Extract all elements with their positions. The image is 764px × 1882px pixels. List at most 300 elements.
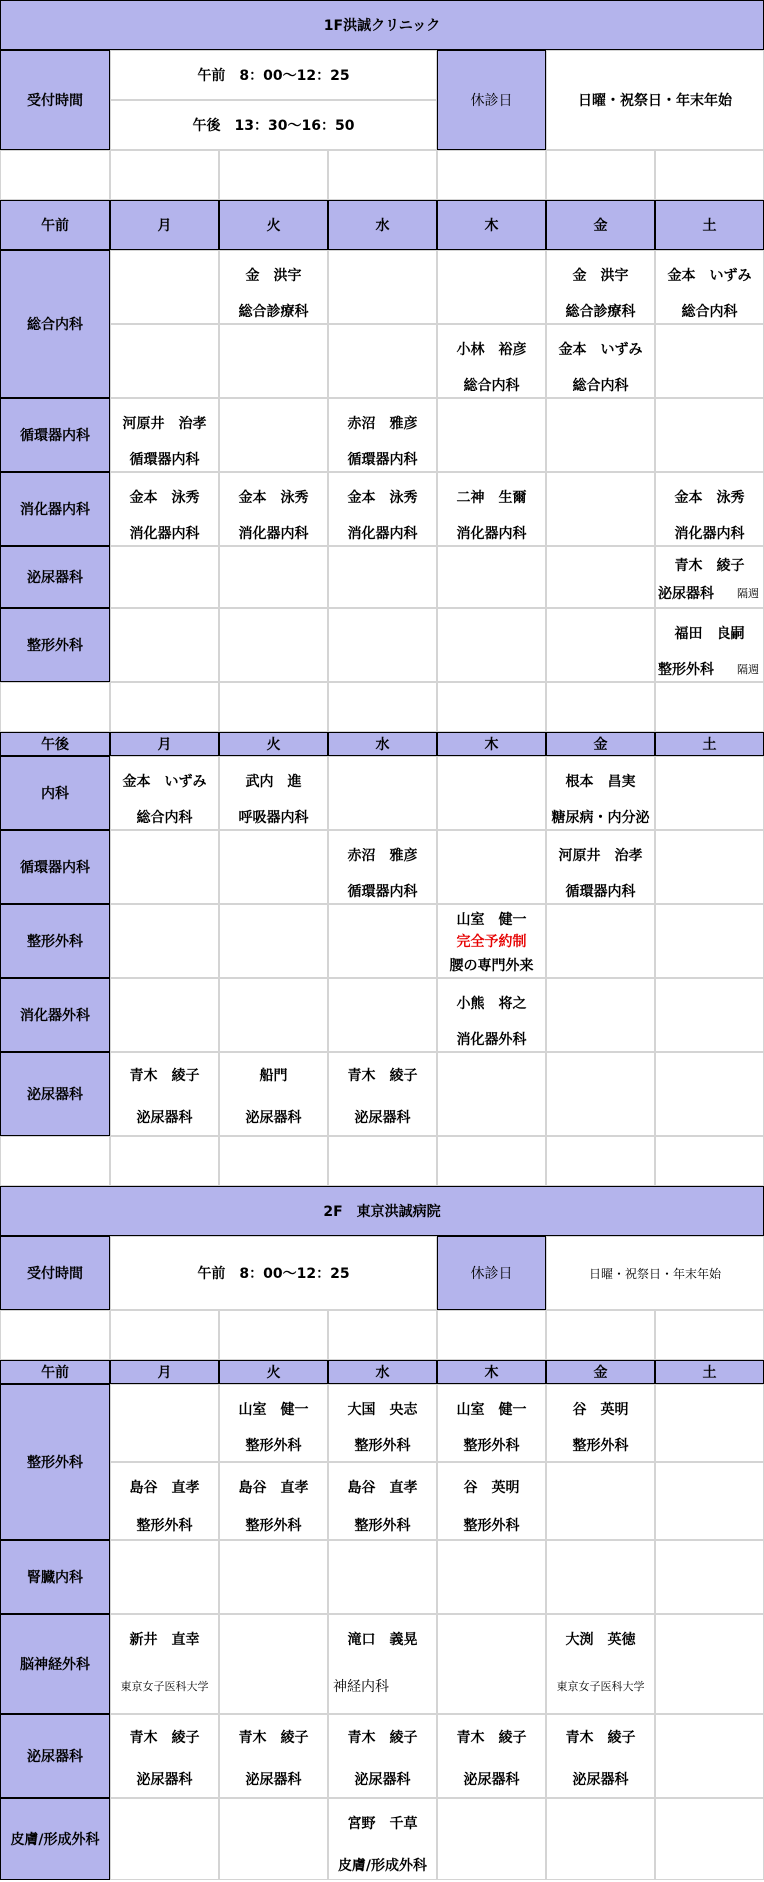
am1f-gastro-slot <box>546 472 655 546</box>
am1f-ortho-slot <box>655 608 764 682</box>
doctor-specialty: 泌尿器科 <box>136 1110 193 1126</box>
doctor-name: 金本 いずみ <box>558 342 643 358</box>
am1f-dayrow-day-1 <box>219 200 328 250</box>
closed-label: 休診日 <box>470 1266 513 1282</box>
am1f-ortho-slot <box>110 608 219 682</box>
am1f-uro-slot <box>546 546 655 608</box>
pm1f-internal-label: 内科 <box>41 786 69 802</box>
am2f-kidney-slot <box>219 1540 328 1614</box>
pm1f-uro-slot <box>110 1052 219 1136</box>
am2f-neuro-label: 脳神経外科 <box>20 1657 90 1673</box>
pm1f-internal-slot <box>655 756 764 830</box>
am1f-uro-slot <box>328 546 437 608</box>
am1f-cardio-slot <box>437 398 546 472</box>
closed-days: 日曜・祝祭日・年末年始 <box>588 1267 721 1281</box>
doctor-name: 金 洪宇 <box>572 268 629 284</box>
am2f-uro-label-cell <box>0 1714 110 1798</box>
am1f-uro-slot <box>655 546 764 608</box>
doctor-specialty: 循環器内科 <box>347 452 418 468</box>
closed-label: 休診日 <box>470 93 513 109</box>
pm1f-dayrow-day-1 <box>219 732 328 756</box>
am2f-uro-slot <box>655 1714 764 1798</box>
doctor-name: 武内 進 <box>245 774 302 790</box>
doctor-name: 赤沼 雅彦 <box>347 416 418 432</box>
am2f-dayrow-head <box>0 1360 110 1384</box>
doctor-specialty: 消化器内科 <box>238 526 309 542</box>
day-label: 金 <box>593 218 608 234</box>
doctor-specialty: 整形外科 <box>658 662 714 678</box>
doctor-name: 根本 昌実 <box>565 774 636 790</box>
am2f-derma-label-cell <box>0 1798 110 1880</box>
reception-am: 午前 8：00～12：25 <box>197 1266 350 1282</box>
am2f-kidney-slot <box>110 1540 219 1614</box>
am1f-general-slot <box>328 250 437 324</box>
am2f-uro-slot <box>328 1714 437 1798</box>
pm1f-internal-slot <box>546 756 655 830</box>
pm1f-gastro-surg-label: 消化器外科 <box>20 1008 90 1024</box>
am1f-cardio-label: 循環器内科 <box>20 428 90 444</box>
doctor-specialty: 消化器内科 <box>674 526 745 542</box>
doctor-name: 滝口 義晃 <box>347 1632 418 1648</box>
day-label: 水 <box>375 1365 390 1381</box>
am1f-dayrow-head <box>0 200 110 250</box>
doctor-name: 青木 綾子 <box>238 1730 309 1746</box>
doctor-specialty: 整形外科 <box>463 1438 520 1454</box>
doctor-specialty: 整形外科 <box>245 1518 302 1534</box>
doctor-specialty: 糖尿病・内分泌 <box>551 810 650 826</box>
doctor-name: 河原井 治孝 <box>122 416 207 432</box>
am2f-derma-slot <box>110 1798 219 1880</box>
doctor-name: 赤沼 雅彦 <box>347 848 418 864</box>
doctor-name: 山室 健一 <box>238 1402 309 1418</box>
pm1f-ortho-slot <box>110 904 219 978</box>
pm1f-internal-slot <box>328 756 437 830</box>
am2f-kidney-slot <box>437 1540 546 1614</box>
am1f-dayrow-day-2 <box>328 200 437 250</box>
doctor-name: 青木 綾子 <box>347 1068 418 1084</box>
reception-label: 受付時間 <box>27 1266 83 1282</box>
doctor-specialty: 総合診療科 <box>238 304 309 320</box>
am1f-general-slot <box>328 324 437 398</box>
doctor-name: 宮野 千草 <box>347 1816 418 1832</box>
doctor-specialty: 消化器内科 <box>456 526 527 542</box>
day-label: 金 <box>593 1365 608 1381</box>
am2f-neuro-slot <box>655 1614 764 1714</box>
pm1f-dayrow-label: 午後 <box>41 737 69 753</box>
pm1f-gastro-surg-slot <box>110 978 219 1052</box>
pm1f-uro-slot <box>546 1052 655 1136</box>
doctor-name: 船門 <box>259 1068 288 1084</box>
doctor-name: 金 洪宇 <box>245 268 302 284</box>
am2f-neuro-slot <box>437 1614 546 1714</box>
am2f-ortho-label-cell <box>0 1384 110 1540</box>
am2f-kidney-slot <box>328 1540 437 1614</box>
am2f-dayrow-day-3 <box>437 1360 546 1384</box>
spacer-3-c5 <box>546 1136 655 1186</box>
doctor-name: 青木 綾子 <box>129 1068 200 1084</box>
day-label: 水 <box>375 737 390 753</box>
am2f-dayrow-day-5 <box>655 1360 764 1384</box>
pm1f-internal-slot <box>219 756 328 830</box>
doctor-specialty: 泌尿器科 <box>463 1772 520 1788</box>
am2f-uro-slot <box>546 1714 655 1798</box>
pm1f-cardio-label-cell <box>0 830 110 904</box>
day-label: 金 <box>593 737 608 753</box>
doctor-name: 青木 綾子 <box>674 558 745 574</box>
doctor-affiliation: 東京女子医科大学 <box>556 1680 645 1693</box>
doctor-name: 福田 良嗣 <box>674 626 745 642</box>
am1f-general-slot <box>219 250 328 324</box>
pm1f-internal-label-cell <box>0 756 110 830</box>
am2f-ortho-label: 整形外科 <box>27 1455 83 1471</box>
spacer-3-c3 <box>328 1136 437 1186</box>
am2f-ortho-slot <box>110 1384 219 1462</box>
spacer-3-c4 <box>437 1136 546 1186</box>
am1f-general-slot <box>546 324 655 398</box>
doctor-specialty: 皮膚/形成外科 <box>337 1858 428 1874</box>
pm1f-cardio-slot <box>546 830 655 904</box>
doctor-specialty: 消化器内科 <box>347 526 418 542</box>
spacer-1-c6 <box>655 150 764 200</box>
pm1f-ortho-slot <box>546 904 655 978</box>
doctor-name: 金本 泳秀 <box>674 490 745 506</box>
am2f-ortho-slot <box>110 1462 219 1540</box>
am1f-general-slot <box>110 250 219 324</box>
am1f-general-slot <box>437 324 546 398</box>
doctor-specialty: 循環器内科 <box>565 884 636 900</box>
am1f-ortho-slot <box>219 608 328 682</box>
am1f-gastro-slot <box>437 472 546 546</box>
doctor-affiliation: 東京女子医科大学 <box>120 1680 209 1693</box>
am1f-gastro-slot <box>219 472 328 546</box>
reception2-label-cell <box>0 1236 110 1310</box>
closed2-label-cell <box>437 1236 546 1310</box>
am2f-uro-label: 泌尿器科 <box>27 1749 83 1765</box>
am2f-ortho-slot <box>655 1462 764 1540</box>
am1f-dayrow-label: 午前 <box>41 218 69 234</box>
biweekly-note: 隔週 <box>737 587 759 600</box>
reception2-am-cell <box>110 1236 437 1310</box>
reception-am: 午前 8：00～12：25 <box>197 68 350 84</box>
spacer-2-c4 <box>437 682 546 732</box>
am1f-cardio-slot <box>328 398 437 472</box>
closed2-days-cell <box>546 1236 764 1310</box>
am1f-ortho-label-cell <box>0 608 110 682</box>
pm1f-dayrow-day-2 <box>328 732 437 756</box>
closed-days: 日曜・祝祭日・年末年始 <box>578 93 732 109</box>
spacer-1-c5 <box>546 150 655 200</box>
doctor-name: 大渕 英徳 <box>565 1632 636 1648</box>
am2f-derma-slot <box>437 1798 546 1880</box>
doctor-name: 青木 綾子 <box>129 1730 200 1746</box>
spacer-1-c1 <box>110 150 219 200</box>
am2f-dayrow-day-4 <box>546 1360 655 1384</box>
am1f-gastro-slot <box>328 472 437 546</box>
am1f-general-slot <box>655 250 764 324</box>
am1f-ortho-slot <box>437 608 546 682</box>
spacer-4-c2 <box>219 1310 328 1360</box>
doctor-specialty: 泌尿器科 <box>572 1772 629 1788</box>
spacer-4-c1 <box>110 1310 219 1360</box>
closed-label-cell <box>437 50 546 150</box>
pm1f-gastro-surg-slot <box>219 978 328 1052</box>
am2f-dayrow-day-0 <box>110 1360 219 1384</box>
pm1f-cardio-slot <box>110 830 219 904</box>
doctor-specialty: 泌尿器科 <box>245 1772 302 1788</box>
pm1f-gastro-surg-label-cell <box>0 978 110 1052</box>
pm1f-ortho-label-cell <box>0 904 110 978</box>
pm1f-dayrow-head <box>0 732 110 756</box>
doctor-name: 山室 健一 <box>456 1402 527 1418</box>
pm1f-uro-slot <box>437 1052 546 1136</box>
am2f-ortho-slot <box>219 1462 328 1540</box>
doctor-name: 青木 綾子 <box>565 1730 636 1746</box>
pm1f-cardio-slot <box>328 830 437 904</box>
pm1f-ortho-slot <box>437 904 546 978</box>
doctor-specialty: 整形外科 <box>572 1438 629 1454</box>
am2f-ortho-slot <box>219 1384 328 1462</box>
spacer-4-c5 <box>546 1310 655 1360</box>
am2f-neuro-slot <box>546 1614 655 1714</box>
doctor-specialty: 腰の専門外来 <box>449 958 534 974</box>
am1f-dayrow-day-4 <box>546 200 655 250</box>
pm1f-ortho-slot <box>328 904 437 978</box>
doctor-name: 新井 直幸 <box>129 1632 200 1648</box>
pm1f-ortho-slot <box>655 904 764 978</box>
am2f-uro-slot <box>437 1714 546 1798</box>
am1f-general-slot <box>219 324 328 398</box>
hospital-2f-title-cell <box>0 1186 764 1236</box>
pm1f-uro-slot <box>219 1052 328 1136</box>
doctor-name: 青木 綾子 <box>456 1730 527 1746</box>
spacer-3-c2 <box>219 1136 328 1186</box>
reception-pm: 午後 13：30～16：50 <box>192 118 355 134</box>
doctor-name: 谷 英明 <box>572 1402 629 1418</box>
spacer-4-c0 <box>0 1310 110 1360</box>
doctor-specialty: 神経内科 <box>333 1679 389 1695</box>
day-label: 木 <box>484 737 499 753</box>
pm1f-uro-slot <box>328 1052 437 1136</box>
day-label: 木 <box>484 1365 499 1381</box>
am2f-neuro-slot <box>110 1614 219 1714</box>
am2f-neuro-slot <box>219 1614 328 1714</box>
am2f-ortho-slot <box>437 1384 546 1462</box>
doctor-specialty: 消化器内科 <box>129 526 200 542</box>
am2f-kidney-label-cell <box>0 1540 110 1614</box>
am2f-derma-slot <box>328 1798 437 1880</box>
am2f-dayrow-day-2 <box>328 1360 437 1384</box>
am1f-general-slot <box>546 250 655 324</box>
doctor-specialty: 整形外科 <box>463 1518 520 1534</box>
am1f-uro-label: 泌尿器科 <box>27 570 83 586</box>
reception-label-cell <box>0 50 110 150</box>
am1f-uro-slot <box>110 546 219 608</box>
pm1f-dayrow-day-0 <box>110 732 219 756</box>
am2f-kidney-slot <box>546 1540 655 1614</box>
doctor-name: 金本 いずみ <box>122 774 207 790</box>
spacer-1-c4 <box>437 150 546 200</box>
spacer-2-c6 <box>655 682 764 732</box>
closed-days-cell <box>546 50 764 150</box>
doctor-specialty: 総合内科 <box>136 810 193 826</box>
doctor-name: 二神 生爾 <box>456 490 527 506</box>
reservation-note: 完全予約制 <box>456 934 527 950</box>
am1f-dayrow-day-0 <box>110 200 219 250</box>
spacer-3-c1 <box>110 1136 219 1186</box>
spacer-1-c2 <box>219 150 328 200</box>
doctor-specialty: 総合内科 <box>572 378 629 394</box>
pm1f-uro-slot <box>655 1052 764 1136</box>
am1f-general-slot <box>110 324 219 398</box>
am1f-cardio-slot <box>219 398 328 472</box>
pm1f-internal-slot <box>110 756 219 830</box>
clinic-1f-title-cell <box>0 0 764 50</box>
spacer-2-c2 <box>219 682 328 732</box>
day-label: 月 <box>157 737 172 753</box>
pm1f-dayrow-day-5 <box>655 732 764 756</box>
doctor-specialty: 泌尿器科 <box>245 1110 302 1126</box>
doctor-specialty: 総合内科 <box>463 378 520 394</box>
doctor-name: 谷 英明 <box>463 1480 520 1496</box>
hospital-2f-title: 2F 東京洪誠病院 <box>323 1204 441 1220</box>
am2f-uro-slot <box>110 1714 219 1798</box>
pm1f-gastro-surg-slot <box>655 978 764 1052</box>
doctor-specialty: 整形外科 <box>136 1518 193 1534</box>
spacer-2-c1 <box>110 682 219 732</box>
doctor-name: 小林 裕彦 <box>456 342 527 358</box>
pm1f-internal-slot <box>437 756 546 830</box>
am2f-ortho-slot <box>546 1462 655 1540</box>
pm1f-cardio-slot <box>437 830 546 904</box>
doctor-specialty: 総合診療科 <box>565 304 636 320</box>
am1f-uro-slot <box>437 546 546 608</box>
am1f-gastro-label: 消化器内科 <box>20 502 90 518</box>
pm1f-cardio-slot <box>219 830 328 904</box>
pm1f-uro-label: 泌尿器科 <box>27 1087 83 1103</box>
day-label: 月 <box>157 218 172 234</box>
spacer-3-c0 <box>0 1136 110 1186</box>
am1f-general-slot <box>437 250 546 324</box>
doctor-name: 河原井 治孝 <box>558 848 643 864</box>
am2f-ortho-slot <box>546 1384 655 1462</box>
am2f-derma-label: 皮膚/形成外科 <box>10 1832 100 1848</box>
doctor-specialty: 泌尿器科 <box>354 1772 411 1788</box>
am1f-cardio-slot <box>110 398 219 472</box>
day-label: 木 <box>484 218 499 234</box>
day-label: 火 <box>266 218 281 234</box>
doctor-name: 金本 いずみ <box>667 268 752 284</box>
pm1f-dayrow-day-3 <box>437 732 546 756</box>
pm1f-ortho-slot <box>219 904 328 978</box>
day-label: 火 <box>266 1365 281 1381</box>
doctor-name: 小熊 将之 <box>456 996 527 1012</box>
doctor-specialty: 循環器内科 <box>129 452 200 468</box>
am1f-gastro-slot <box>110 472 219 546</box>
doctor-name: 青木 綾子 <box>347 1730 418 1746</box>
day-label: 火 <box>266 737 281 753</box>
spacer-2-c5 <box>546 682 655 732</box>
pm1f-cardio-slot <box>655 830 764 904</box>
am1f-cardio-slot <box>546 398 655 472</box>
spacer-4-c3 <box>328 1310 437 1360</box>
doctor-name: 島谷 直孝 <box>129 1480 200 1496</box>
doctor-specialty: 循環器内科 <box>347 884 418 900</box>
am1f-uro-slot <box>219 546 328 608</box>
spacer-1-c0 <box>0 150 110 200</box>
day-label: 水 <box>375 218 390 234</box>
am1f-general-label-cell <box>0 250 110 398</box>
am1f-ortho-label: 整形外科 <box>27 638 83 654</box>
pm1f-gastro-surg-slot <box>546 978 655 1052</box>
doctor-specialty: 総合内科 <box>681 304 738 320</box>
pm1f-dayrow-day-4 <box>546 732 655 756</box>
am1f-dayrow-day-5 <box>655 200 764 250</box>
pm1f-uro-label-cell <box>0 1052 110 1136</box>
reception-am-cell <box>110 50 437 100</box>
doctor-name: 山室 健一 <box>456 912 527 928</box>
doctor-specialty: 泌尿器科 <box>136 1772 193 1788</box>
am2f-neuro-slot <box>328 1614 437 1714</box>
pm1f-cardio-label: 循環器内科 <box>20 860 90 876</box>
doctor-specialty: 整形外科 <box>354 1438 411 1454</box>
reception-label: 受付時間 <box>27 93 83 109</box>
doctor-specialty: 消化器外科 <box>456 1032 527 1048</box>
reception-pm-cell <box>110 100 437 150</box>
am1f-cardio-slot <box>655 398 764 472</box>
day-label: 土 <box>702 1365 717 1381</box>
am2f-ortho-slot <box>655 1384 764 1462</box>
doctor-specialty: 泌尿器科 <box>658 586 714 602</box>
day-label: 土 <box>702 218 717 234</box>
biweekly-note: 隔週 <box>737 663 759 676</box>
am2f-dayrow-day-1 <box>219 1360 328 1384</box>
am2f-ortho-slot <box>328 1384 437 1462</box>
am1f-cardio-label-cell <box>0 398 110 472</box>
doctor-specialty: 泌尿器科 <box>354 1110 411 1126</box>
clinic-1f-title: 1F洪誠クリニック <box>323 18 441 34</box>
spacer-2-c3 <box>328 682 437 732</box>
spacer-3-c6 <box>655 1136 764 1186</box>
doctor-specialty: 呼吸器内科 <box>238 810 309 826</box>
am2f-derma-slot <box>546 1798 655 1880</box>
am1f-general-slot <box>655 324 764 398</box>
pm1f-gastro-surg-slot <box>328 978 437 1052</box>
am2f-derma-slot <box>219 1798 328 1880</box>
am1f-general-label: 総合内科 <box>27 317 83 333</box>
am2f-ortho-slot <box>437 1462 546 1540</box>
doctor-name: 大国 央志 <box>347 1402 418 1418</box>
am1f-uro-label-cell <box>0 546 110 608</box>
spacer-2-c0 <box>0 682 110 732</box>
am2f-ortho-slot <box>328 1462 437 1540</box>
am1f-dayrow-day-3 <box>437 200 546 250</box>
spacer-4-c6 <box>655 1310 764 1360</box>
doctor-name: 金本 泳秀 <box>347 490 418 506</box>
am2f-kidney-slot <box>655 1540 764 1614</box>
am2f-neuro-label-cell <box>0 1614 110 1714</box>
am2f-derma-slot <box>655 1798 764 1880</box>
doctor-name: 島谷 直孝 <box>238 1480 309 1496</box>
doctor-specialty: 整形外科 <box>354 1518 411 1534</box>
doctor-name: 島谷 直孝 <box>347 1480 418 1496</box>
day-label: 土 <box>702 737 717 753</box>
am1f-gastro-slot <box>655 472 764 546</box>
doctor-name: 金本 泳秀 <box>238 490 309 506</box>
am1f-ortho-slot <box>546 608 655 682</box>
pm1f-ortho-label: 整形外科 <box>27 934 83 950</box>
am2f-kidney-label: 腎臓内科 <box>27 1570 83 1586</box>
am2f-uro-slot <box>219 1714 328 1798</box>
